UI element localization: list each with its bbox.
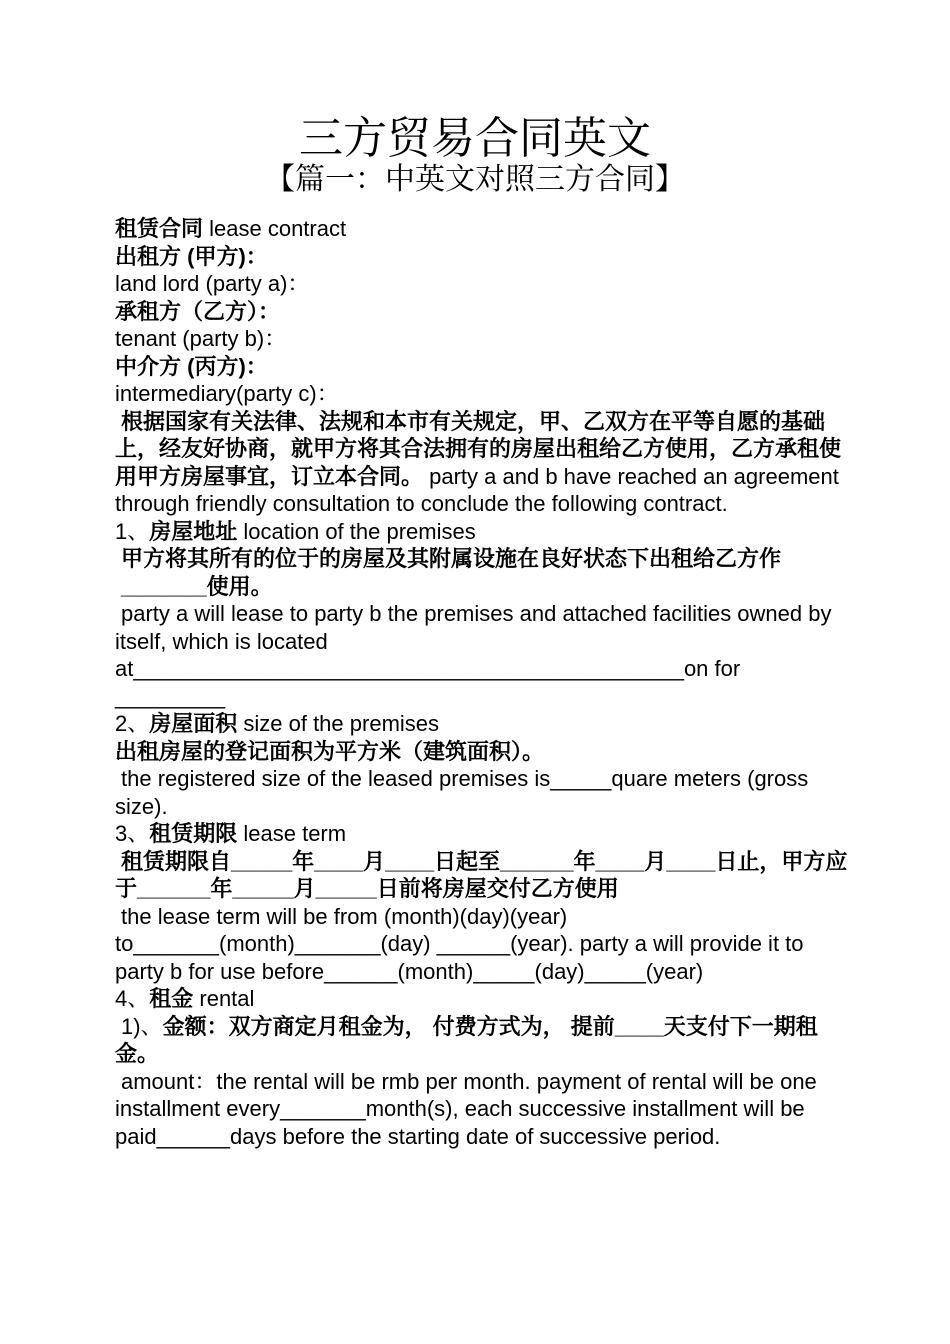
section-2-title-en: size of the premises	[237, 711, 440, 736]
party-c-label-en: intermediary(party c)：	[115, 381, 339, 406]
party-a-label-cn: 出租方 (甲方)：	[115, 243, 268, 269]
section-1-body-en: party a will lease to party b the premises and attached facilities owned by itself, which is located at_____________________________________________on for _________	[115, 601, 832, 709]
section-4-1-cn	[115, 1013, 855, 1068]
preamble	[115, 408, 855, 518]
section-4-number: 4、	[115, 986, 150, 1011]
section-1-heading	[115, 518, 855, 546]
section-4-1-text-cn: 金额：双方商定月租金为， 付费方式为， 提前____天支付下一期租金。	[115, 1013, 818, 1066]
preamble-en: party a and b have reached an agreement through friendly consultation to conclude the following contract.	[115, 463, 839, 516]
section-1-title-en: location of the premises	[237, 518, 476, 544]
section-3-body-en: the lease term will be from (month)(day)(year) to_______(month)_______(day) ______(year). party a will provide it to party b for use before______(month)_____(day)_____(year)	[115, 903, 804, 984]
document-title: 三方贸易合同英文	[299, 114, 651, 163]
section-4-1-en: amount：the rental will be rmb per month. payment of rental will be one installment every_______month(s), each successive installment will be paid______days before the starting date of successive period.	[115, 1068, 817, 1149]
section-4-1-number: 1)、	[121, 1013, 163, 1039]
contract-body	[115, 215, 855, 1150]
section-2-number: 2、	[115, 711, 150, 736]
section-2-body-en: the registered size of the leased premises is_____quare meters (gross size).	[115, 766, 809, 819]
section-3-title-cn: 租赁期限	[149, 821, 238, 846]
party-b-label-cn: 承租方（乙方）：	[115, 298, 281, 324]
section-1-body-cn: 甲方将其所有的位于的房屋及其附属设施在良好状态下出租给乙方作_______使用。	[121, 546, 782, 599]
section-2-title-cn: 房屋面积	[149, 711, 238, 736]
section-3-number: 3、	[115, 821, 150, 846]
section-2-body-cn: 出租房屋的登记面积为平方米（建筑面积）。	[115, 738, 545, 764]
section-2-heading	[115, 710, 855, 738]
party-c-label-cn: 中介方 (丙方)：	[115, 353, 268, 379]
contract-heading-cn: 租赁合同	[115, 216, 204, 241]
section-1-title-cn: 房屋地址	[149, 518, 238, 544]
section-4-title-en: rental	[193, 986, 255, 1011]
section-3-body-cn: 租赁期限自_____年____月____日起至______年____月____日止，甲方应于______年_____月_____日前将房屋交付乙方使用	[115, 848, 848, 901]
party-a-label-en: land lord (party a)：	[115, 271, 310, 296]
section-4-title-cn: 租金	[149, 986, 194, 1011]
preamble-cn: 根据国家有关法律、法规和本市有关规定，甲、乙双方在平等自愿的基础上，经友好协商，就甲方将其合法拥有的房屋出租给乙方使用，乙方承租使用甲方房屋事宜，订立本合同。	[115, 408, 842, 489]
document-subtitle: 【篇一：中英文对照三方合同】	[265, 163, 685, 196]
section-4-heading	[115, 985, 855, 1013]
section-3-title-en: lease term	[237, 821, 347, 846]
section-1-number: 1、	[115, 518, 150, 544]
section-3-heading	[115, 820, 855, 848]
party-b-label-en: tenant (party b)：	[115, 326, 287, 351]
contract-heading-en: lease contract	[203, 216, 347, 241]
contract-heading	[115, 215, 855, 243]
